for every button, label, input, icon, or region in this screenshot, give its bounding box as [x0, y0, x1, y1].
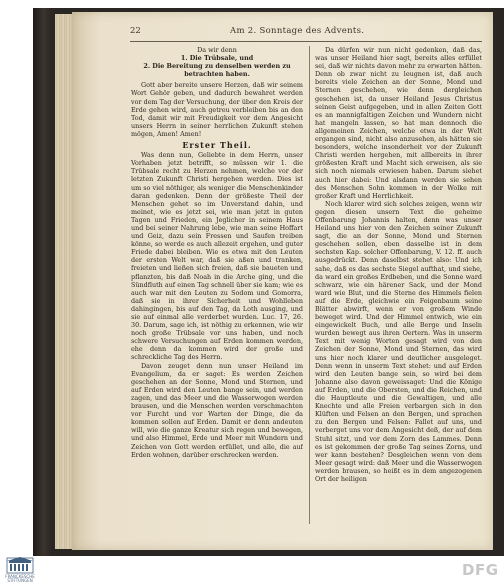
- list-item-2: 2. Die Bereitung zu denselben werden zu betrachten haben.: [143, 62, 291, 79]
- intro-line: Da wir denn: [197, 46, 237, 54]
- book-cover-board: [33, 8, 51, 556]
- left-column: [131, 46, 303, 526]
- right-column: [315, 46, 482, 526]
- viewer-footer: [0, 556, 504, 584]
- paragraph: Was denn nun, Geliebte in dem Herrn, unser Vorhaben jetzt betrifft, so müssen wir 1. die Trübsale recht zu Herzen nehmen, welche vor der letzten Zukunft Christi hergehen werden. Dies ist um so viel nöthiger, als weniger die Menschenkinder daran gedenken. Denn der größeste Theil der Menschen gehet so im Unverstand dahin, und meinet, wie es jetzt sei, wie man jetzt in guten Tagen und Frieden, ein Jeglicher in seinem Haus und bei seiner Nahrung lebe, wie man seine Hoffart und Geiz, dazu sein Fressen und Saufen treiben könne, so werde es auch allezeit ergehen, und guter Friede dabei bleiben. Wie es etwa mit den Leuten der ersten Welt war, daß sie aßen und tranken, freieten und ließen sich freien, daß sie baueten und pflanzten, bis daß Noah in die Arche ging, und die Sündfluth auf einen Tag schnell über sie kam; wie es auch war mit den Leuten zu Sodom und Gomorra, daß sie in ihrer Sicherheit und Wohlleben dahingingen, bis auf den Tag, da Loth ausging, und sie auf einmal alle verderbet wurden. Luc. 17, 26. 30. Darum, sage ich, ist nöthig zu erkennen, wie wir noch große Trübsale vor uns haben, und noch schwere Versuchungen auf Erden kommen werden, ehe denn da kommen wird der große und schreckliche Tag des Herrn.: [131, 151, 303, 362]
- running-title: Am 2. Sonntage des Advents.: [230, 26, 365, 36]
- section-title: Erster Theil.: [182, 140, 252, 151]
- paragraph: Da dürfen wir nun nicht gedenken, daß das, was unser Heiland hier sagt, bereits alles erfüllet sei, daß wir nichts davon mehr zu erwarten hätten. Denn ob zwar nicht zu leugnen ist, daß auch bereits viele Zeichen an der Sonne, Mond und Sternen geschehen, wie denn dergleichen geschehen ist, da unser Heiland Jesus Christus seinen Geist aufgegeben, und in allen Zeiten Gott es an mannigfaltigen Zeichen und Wundern nicht hat mangeln lassen, so hat man dennoch die allgemeinen Zeichen, welche etwa in der Welt ergangen sind, nicht also anzusehen, als hätten sie besonders, welche insonderheit vor der Zukunft Christi werden hergehen, mit allbereits in ihrer größesten Kraft und Macht sich erweisen, als sie sich noch niemals erwiesen haben. Darum siehet auch hier dabei: Und alsdann werden sie sehen des Menschen Sohn kommen in der Wolke mit großer Kraft und Herrlichkeit.: [315, 46, 482, 200]
- prayer-paragraph: Gott aber bereite unsere Herzen, daß wir seinem Wort Gehör geben, und dadurch bewahret werden vor dem Tag der Versuchung, der über den Kreis der Erde gehen wird, auch getreu verbleiben bis an den Tod, damit wir mit Freudigkeit vor dem Angesicht unsers Herrn in seiner herrlichen Zukunft stehen mögen, Amen! Amen!: [131, 81, 303, 138]
- library-logo-text: FRANCKESCHE STIFTUNGEN: [5, 574, 35, 583]
- list-item-1: 1. Die Trübsale, und: [180, 54, 254, 63]
- paragraph: Davon zeuget denn nun unser Heiland im Evangelium, da er saget: Es werden Zeichen geschehen an der Sonne, Mond und Sternen, und auf Erden wird den Leuten bange sein, und werden zagen, und das Meer und die Wasserwogen werden brausen, und die Menschen werden verschmachten vor Furcht und vor Warten der Dinge, die da kommen sollen auf Erden. Damit er denn andeuten will, wie die ganze Kreatur sich regen und bewegen, und also Himmel, Erde und Meer mit Wundern und Zeichen von Gott werden erfüllet, und alle, die auf Erden wohnen, darüber erschrecken werden.: [131, 361, 303, 459]
- paragraph: Noch klarer wird sich solches zeigen, wenn wir gegen diesen unsern Text die geheime Offenbarung Johannis halten, denn was unser Heiland uns hier von den Zeichen seiner Zukunft sagt, die an der Sonne, Mond und Sternen geschehen sollen, eben dasselbe ist in dem sechsten Kap. solcher Offenbarung, V. 12. ff. auch ausgedrückt. Denn daselbst stehet also: Und ich sahe, daß es das sechste Siegel aufthat, und siehe, da ward ein großes Erdbeben, und die Sonne ward schwarz, wie ein härener Sack, und der Mond ward wie Blut, und die Sterne des Himmels fielen auf die Erde, gleichwie ein Feigenbaum seine Blätter abwirft, wenn er von großem Winde beweget wird. Und der Himmel entwich, wie ein eingewickelt Buch, und alle Berge und Inseln wurden bewegt aus ihren Oertern. Was in unserm Text mit wenig Worten gesagt wird von den Zeichen der Sonne, Mond und Sternen, das wird uns hier noch klarer und deutlicher ausgeleget. Denn wenn in unserm Text stehet: und auf Erden wird den Leuten bange sein, so wird bei dem Johanne also davon geweissaget: Und die Könige auf Erden, und die Obersten, und die Reichen, und die Hauptleute und die Gewaltigen, und alle Knechte und alle Freien verbargen sich in den Klüften und Felsen an den Bergen, und sprachen zu den Bergen und Felsen: Fallet auf uns, und verberget uns vor dem Angesicht deß, der auf dem Stuhl sitzt, und vor dem Zorn des Lammes. Denn es ist gekommen der große Tag seines Zorns, und wer kann bestehen? Desgleichen wenn von dem Meer gesagt wird: daß Meer und die Wasserwogen werden brausen, so heißt es in dem angezogenen Ort der heiligen: [315, 199, 482, 483]
- dfg-logo: DFG: [462, 561, 499, 579]
- column-divider: [309, 46, 310, 524]
- page-number: 22: [130, 26, 141, 36]
- running-head: [130, 26, 480, 40]
- header-rule: [130, 41, 482, 42]
